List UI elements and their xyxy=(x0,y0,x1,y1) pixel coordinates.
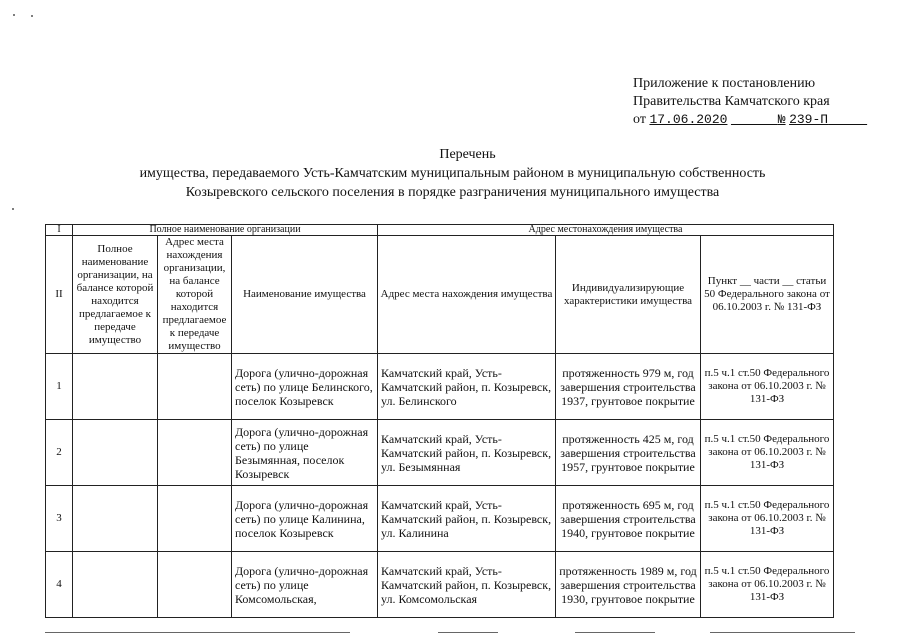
approval-line-3 xyxy=(633,111,893,129)
property-address-cell: Камчатский край, Усть-Камчатский район, п. Козыревск, ул. Безымянная xyxy=(378,420,556,486)
scan-speck xyxy=(31,15,33,17)
approval-date: 17.06.2020 xyxy=(649,112,728,127)
approval-gap xyxy=(731,112,778,127)
law-item-header: Пункт __ части __ статьи 50 Федерального закона от 06.10.2003 г. № 131-ФЗ xyxy=(701,236,834,354)
org-address-cell xyxy=(158,552,232,618)
property-name-cell: Дорога (улично-дорожная сеть) по улице Безымянная, поселок Козыревск xyxy=(232,420,378,486)
approval-from-label: от xyxy=(633,112,646,127)
org-name-cell xyxy=(73,552,158,618)
property-name-cell: Дорога (улично-дорожная сеть) по улице Калинина, поселок Козыревск xyxy=(232,486,378,552)
title-line-2: имущества, передаваемого Усть-Камчатским муниципальным районом в муниципальную собственность xyxy=(139,166,766,181)
law-item-cell: п.5 ч.1 ст.50 Федерального закона от 06.10.2003 г. № 131-ФЗ xyxy=(701,354,834,420)
scan-speck xyxy=(13,14,15,16)
table-row xyxy=(46,486,834,552)
section-ii-header: II xyxy=(46,236,73,354)
row-number: 4 xyxy=(46,552,73,618)
law-item-cell: п.5 ч.1 ст.50 Федерального закона от 06.10.2003 г. № 131-ФЗ xyxy=(701,552,834,618)
row-number: 2 xyxy=(46,420,73,486)
row-number: 1 xyxy=(46,354,73,420)
title-line-3: Козыревского сельского поселения в порядке разграничения муниципального имущества xyxy=(185,185,720,200)
characteristics-header: Индивидуализирующие характеристики имущества xyxy=(556,236,701,354)
column-header-row xyxy=(46,236,834,354)
table-row xyxy=(46,420,834,486)
approval-note xyxy=(633,75,893,129)
approval-line-1: Приложение к постановлению xyxy=(633,76,816,91)
org-address-cell xyxy=(158,486,232,552)
property-address-cell: Камчатский край, Усть-Камчатский район, п. Козыревск, ул. Калинина xyxy=(378,486,556,552)
address-group-header: Адрес местонахождения имущества xyxy=(378,225,834,236)
document-title xyxy=(0,145,905,202)
approval-tail xyxy=(828,112,867,127)
property-address-cell: Камчатский край, Усть-Камчатский район, п. Козыревск, ул. Комсомольская xyxy=(378,552,556,618)
property-name-header: Наименование имущества xyxy=(232,236,378,354)
characteristics-cell: протяженность 979 м, год завершения строительства 1937, грунтовое покрытие xyxy=(556,354,701,420)
law-item-cell: п.5 ч.1 ст.50 Федерального закона от 06.10.2003 г. № 131-ФЗ xyxy=(701,420,834,486)
characteristics-cell: протяженность 1989 м, год завершения строительства 1930, грунтовое покрытие xyxy=(556,552,701,618)
property-name-cell: Дорога (улично-дорожная сеть) по улице Белинского, поселок Козыревск xyxy=(232,354,378,420)
law-item-cell: п.5 ч.1 ст.50 Федерального закона от 06.10.2003 г. № 131-ФЗ xyxy=(701,486,834,552)
property-table xyxy=(45,224,834,618)
page-edge-line xyxy=(45,632,350,633)
row-number: 3 xyxy=(46,486,73,552)
page-edge-line xyxy=(710,632,855,633)
table-row xyxy=(46,552,834,618)
org-address-cell xyxy=(158,354,232,420)
property-address-cell: Камчатский край, Усть-Камчатский район, п. Козыревск, ул. Белинского xyxy=(378,354,556,420)
org-group-header: Полное наименование организации xyxy=(73,225,378,236)
group-header-row xyxy=(46,225,834,236)
page-edge-line xyxy=(575,632,655,633)
org-address-cell xyxy=(158,420,232,486)
scan-speck xyxy=(12,208,14,210)
org-name-cell xyxy=(73,486,158,552)
org-name-cell xyxy=(73,420,158,486)
page-edge-line xyxy=(438,632,498,633)
characteristics-cell: протяженность 425 м, год завершения строительства 1957, грунтовое покрытие xyxy=(556,420,701,486)
section-i-header: I xyxy=(46,225,73,236)
table-row xyxy=(46,354,834,420)
characteristics-cell: протяженность 695 м, год завершения строительства 1940, грунтовое покрытие xyxy=(556,486,701,552)
property-location-header: Адрес места нахождения имущества xyxy=(378,236,556,354)
org-address-header: Адрес места нахождения организации, на балансе которой находится предлагаемое к передаче имущество xyxy=(158,236,232,354)
approval-number: 239-П xyxy=(789,112,829,127)
property-name-cell: Дорога (улично-дорожная сеть) по улице Комсомольская, xyxy=(232,552,378,618)
approval-line-2: Правительства Камчатского края xyxy=(633,94,830,109)
approval-number-label: № xyxy=(777,112,786,127)
title-line-1: Перечень xyxy=(439,147,496,162)
org-name-header: Полное наименование организации, на балансе которой находится предлагаемое к передаче имущество xyxy=(73,236,158,354)
org-name-cell xyxy=(73,354,158,420)
